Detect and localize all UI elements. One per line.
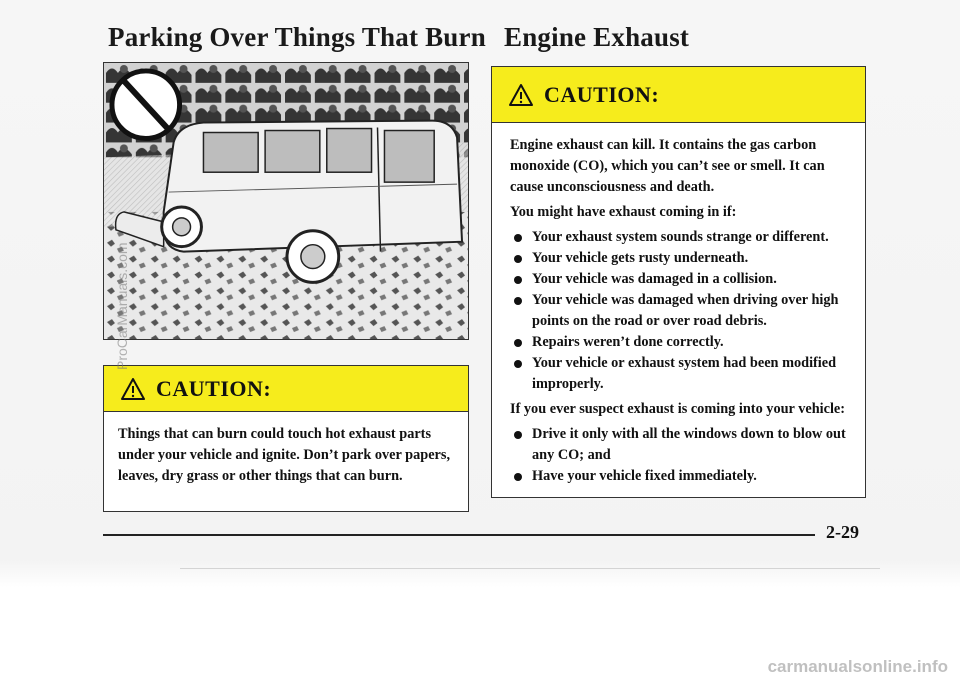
symptom-list bbox=[510, 227, 847, 395]
list-item: Have your vehicle fixed immediately. bbox=[510, 466, 847, 487]
list-item: Drive it only with all the windows down to blow out any CO; and bbox=[510, 424, 847, 466]
bottom-watermark: carmanualsonline.info bbox=[767, 657, 948, 676]
caution-banner bbox=[104, 366, 468, 412]
right-caution-box bbox=[491, 66, 866, 498]
list-item: Your vehicle or exhaust system had been modified improperly. bbox=[510, 353, 847, 395]
page-number: 2-29 bbox=[826, 522, 859, 542]
van-over-leaves-illustration bbox=[103, 62, 469, 340]
list-item: Your exhaust system sounds strange or different. bbox=[510, 227, 847, 248]
caution-text: Things that can burn could touch hot exhaust parts under your vehicle and ignite. Don’t park over papers, leaves, dry grass or other things that can burn. bbox=[118, 426, 451, 484]
caution-label: CAUTION: bbox=[156, 375, 272, 401]
caution-banner bbox=[492, 67, 865, 123]
caution-body bbox=[104, 412, 468, 487]
list-item: Repairs weren’t done correctly. bbox=[510, 332, 847, 353]
action-list bbox=[510, 424, 847, 487]
caution-body bbox=[492, 123, 865, 487]
caution-intro: Engine exhaust can kill. It contains the gas carbon monoxide (CO), which you can’t see or smell. It can cause unconsciousness and death. bbox=[510, 137, 825, 195]
no-parking-prohibition-icon bbox=[112, 71, 180, 139]
van-illustration-svg bbox=[104, 63, 468, 339]
faint-divider bbox=[180, 568, 880, 569]
list-item: Your vehicle gets rusty underneath. bbox=[510, 248, 847, 269]
warning-triangle-icon bbox=[120, 377, 146, 401]
right-section-heading: Engine Exhaust bbox=[504, 22, 690, 52]
list-item: Your vehicle was damaged in a collision. bbox=[510, 269, 847, 290]
caution-lead: You might have exhaust coming in if: bbox=[510, 204, 737, 220]
caution-lead-2: If you ever suspect exhaust is coming into your vehicle: bbox=[510, 401, 846, 417]
left-section-heading: Parking Over Things That Burn bbox=[108, 22, 486, 52]
left-caution-box bbox=[103, 365, 469, 512]
list-item: Your vehicle was damaged when driving over high points on the road or over road debris. bbox=[510, 290, 847, 332]
side-watermark: ProCarManuals.com bbox=[114, 242, 130, 370]
warning-triangle-icon bbox=[508, 83, 534, 107]
caution-label: CAUTION: bbox=[544, 81, 660, 107]
footer-rule bbox=[103, 534, 815, 536]
